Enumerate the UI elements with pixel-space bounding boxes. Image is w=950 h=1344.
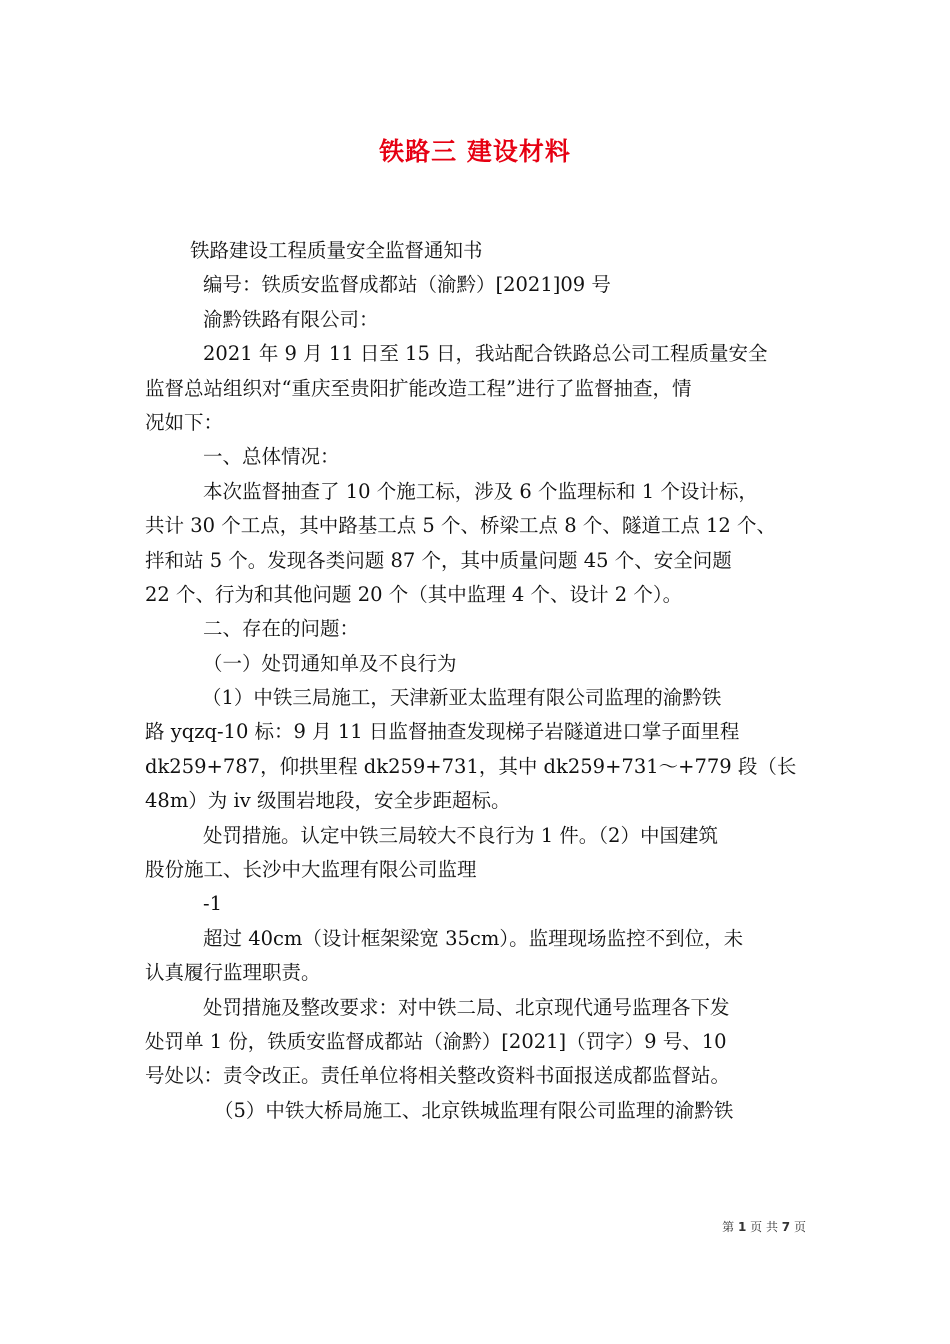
paragraph-line: 认真履行监理职责。 <box>145 961 321 985</box>
paragraph-line: 2021 年 9 月 11 日至 15 日，我站配合铁路总公司工程质量安全 <box>203 342 768 366</box>
subsection-heading: （一）处罚通知单及不良行为 <box>203 651 457 675</box>
paragraph-line: 超过 40cm（设计框架梁宽 35cm）。监理现场监控不到位，未 <box>203 926 744 950</box>
paragraph-line: 拌和站 5 个。发现各类问题 87 个，其中质量问题 45 个、安全问题 <box>145 548 732 572</box>
paragraph-line: 本次监督抽查了 10 个施工标，涉及 6 个监理标和 1 个设计标， <box>203 479 758 503</box>
paragraph-line: 22 个、行为和其他问题 20 个（其中监理 4 个、设计 2 个）。 <box>145 582 683 606</box>
page-fragment-marker: -1 <box>203 892 222 916</box>
recipient: 渝黔铁路有限公司： <box>203 307 379 331</box>
document-body <box>145 234 813 1128</box>
document-number: 编号：铁质安监督成都站（渝黔）[2021]09 号 <box>203 273 611 297</box>
paragraph-line: dk259+787，仰拱里程 dk259+731，其中 dk259+731～+779 段（长 <box>145 754 797 778</box>
paragraph-line: 48m）为 iv 级围岩地段，安全步距超标。 <box>145 789 511 813</box>
section-heading: 二、存在的问题： <box>203 617 360 641</box>
paragraph-line: 监督总站组织对“重庆至贵阳扩能改造工程”进行了监督抽查，情 <box>145 376 692 400</box>
paragraph-line: 共计 30 个工点，其中路基工点 5 个、桥梁工点 8 个、隧道工点 12 个、 <box>145 514 777 538</box>
paragraph-line: 路 yqzq-10 标：9 月 11 日监督抽查发现梯子岩隧道进口掌子面里程 <box>145 720 740 744</box>
footer-page-number: 1 <box>737 1220 747 1234</box>
paragraph-line: 处罚措施。认定中铁三局较大不良行为 1 件。（2）中国建筑 <box>203 823 718 847</box>
footer-mid: 页 共 <box>750 1220 778 1234</box>
footer-total-pages: 7 <box>781 1220 791 1234</box>
document-title: 铁路三 建设材料 <box>379 137 571 166</box>
paragraph-line: 处罚单 1 份，铁质安监督成都站（渝黔）[2021]（罚字）9 号、10 <box>145 1029 727 1053</box>
paragraph-line: 号处以：责令改正。责任单位将相关整改资料书面报送成都监督站。 <box>145 1064 731 1088</box>
paragraph-line: （5）中铁大桥局施工、北京铁城监理有限公司监理的渝黔铁 <box>214 1098 734 1122</box>
footer-suffix: 页 <box>793 1220 806 1234</box>
paragraph-line: 况如下： <box>145 410 224 434</box>
paragraph-line: （1）中铁三局施工，天津新亚太监理有限公司监理的渝黔铁 <box>202 686 722 710</box>
notice-heading: 铁路建设工程质量安全监督通知书 <box>190 239 483 262</box>
section-heading: 一、总体情况： <box>203 445 340 469</box>
page-footer <box>722 1218 806 1235</box>
footer-prefix: 第 <box>722 1220 735 1234</box>
paragraph-line: 股份施工、长沙中大监理有限公司监理 <box>145 858 477 882</box>
paragraph-line: 处罚措施及整改要求：对中铁二局、北京现代通号监理各下发 <box>203 995 730 1019</box>
